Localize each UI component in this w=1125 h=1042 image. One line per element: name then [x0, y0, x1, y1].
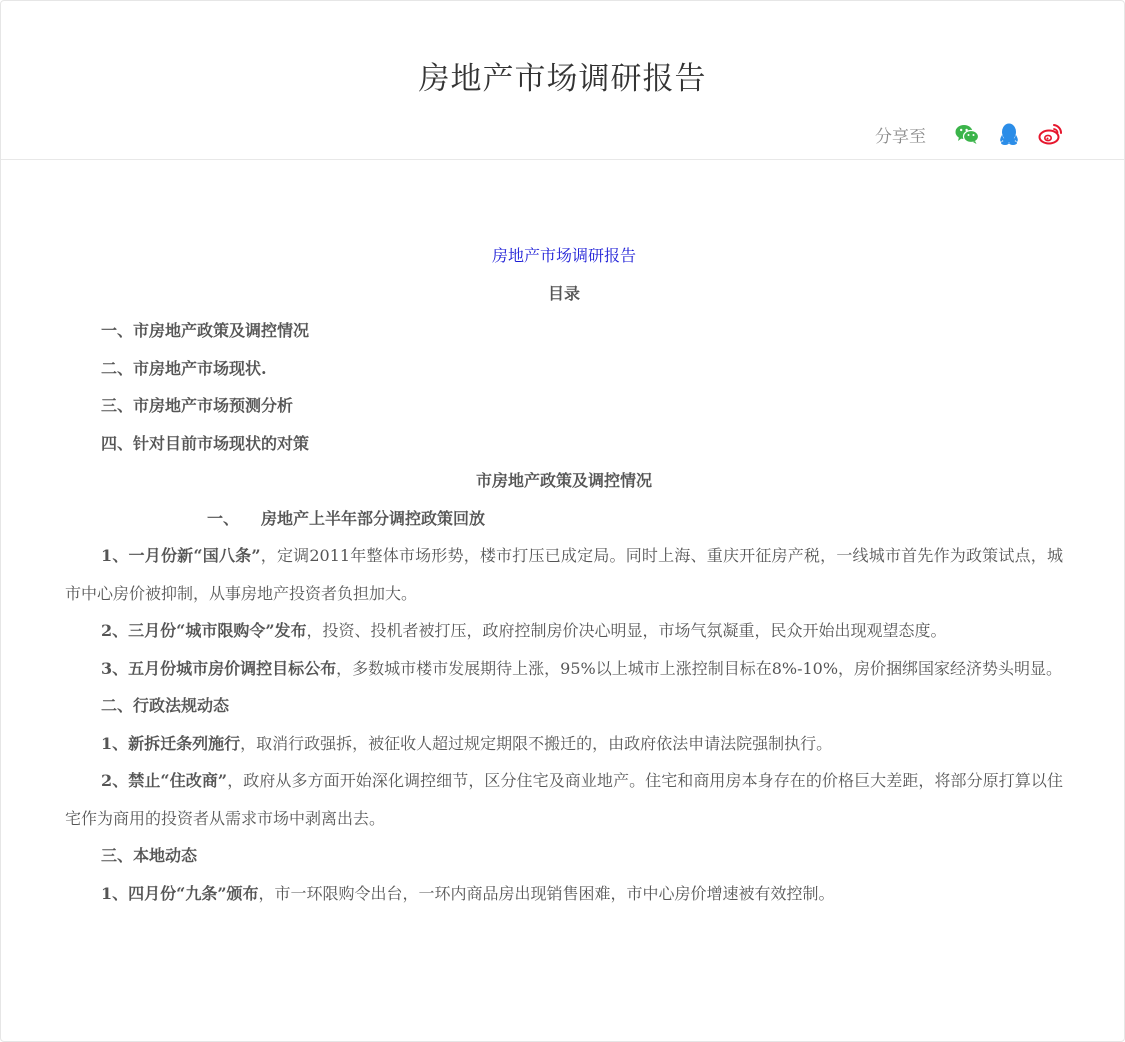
weibo-icon[interactable] [1038, 121, 1064, 147]
toc-item: 一、市房地产政策及调控情况 [101, 321, 310, 340]
subsection-number: 一、 [207, 508, 240, 528]
section-heading: 二、行政法规动态 [101, 696, 230, 715]
paragraph-lead: 1、一月份新“国八条” [101, 546, 261, 565]
paragraph-lead: 1、新拆迁条列施行 [101, 733, 241, 753]
paragraph-text: ，定调2011年整体市场形势，楼市打压已成定局。同时上海、重庆开征房产税，一线城市首先作为政策试点，城市中心房价被抑制，从事房地产投资者负担加大。 [65, 546, 1063, 603]
paragraph-text: ，多数城市楼市发展期待上涨，95%以上城市上涨控制目标在8%-10%，房价捆绑国家经济势头明显。 [336, 658, 1063, 678]
paragraph [65, 537, 1063, 612]
section-title: 市房地产政策及调控情况 [475, 471, 652, 490]
paragraph [65, 612, 1063, 650]
toc-item: 二、市房地产市场现状. [101, 358, 267, 378]
wechat-icon[interactable] [954, 121, 980, 147]
paragraph [65, 762, 1063, 837]
paragraph-lead: 2、禁止“住改商” [101, 771, 228, 790]
share-bar [875, 121, 1064, 147]
paragraph [65, 650, 1063, 688]
paragraph-text: ，取消行政强拆，被征收人超过规定期限不搬迁的，由政府依法申请法院强制执行。 [240, 733, 833, 753]
toc-title: 目录 [547, 283, 580, 303]
paragraph [65, 875, 1063, 913]
toc-item: 三、市房地产市场预测分析 [101, 396, 294, 415]
document-body [65, 237, 1063, 912]
document-title: 房地产市场调研报告 [491, 246, 636, 265]
paragraph-text: ，市一环限购令出台，一环内商品房出现销售困难，市中心房价增速被有效控制。 [258, 883, 835, 903]
article-header [1, 1, 1124, 160]
paragraph-lead: 1、四月份“九条”颁布 [101, 883, 259, 903]
paragraph-text: ，政府从多方面开始深化调控细节，区分住宅及商业地产。住宅和商用房本身存在的价格巨大差距，将部分原打算以住宅作为商用的投资者从需求市场中剥离出去。 [65, 771, 1063, 828]
qq-icon[interactable] [996, 121, 1022, 147]
toc-item: 四、针对目前市场现状的对策 [101, 433, 310, 453]
paragraph-lead: 3、五月份城市房价调控目标公布 [101, 658, 337, 678]
subsection-text: 房地产上半年部分调控政策回放 [261, 508, 486, 528]
subsection-title [65, 500, 1063, 538]
paragraph-text: ，投资、投机者被打压，政府控制房价决心明显，市场气氛凝重，民众开始出现观望态度。 [306, 621, 947, 640]
paragraph [65, 725, 1063, 763]
section-heading: 三、本地动态 [101, 846, 198, 865]
share-label: 分享至 [875, 126, 926, 147]
page-title: 房地产市场调研报告 [418, 61, 707, 97]
paragraph-lead: 2、三月份“城市限购令”发布 [101, 621, 307, 640]
